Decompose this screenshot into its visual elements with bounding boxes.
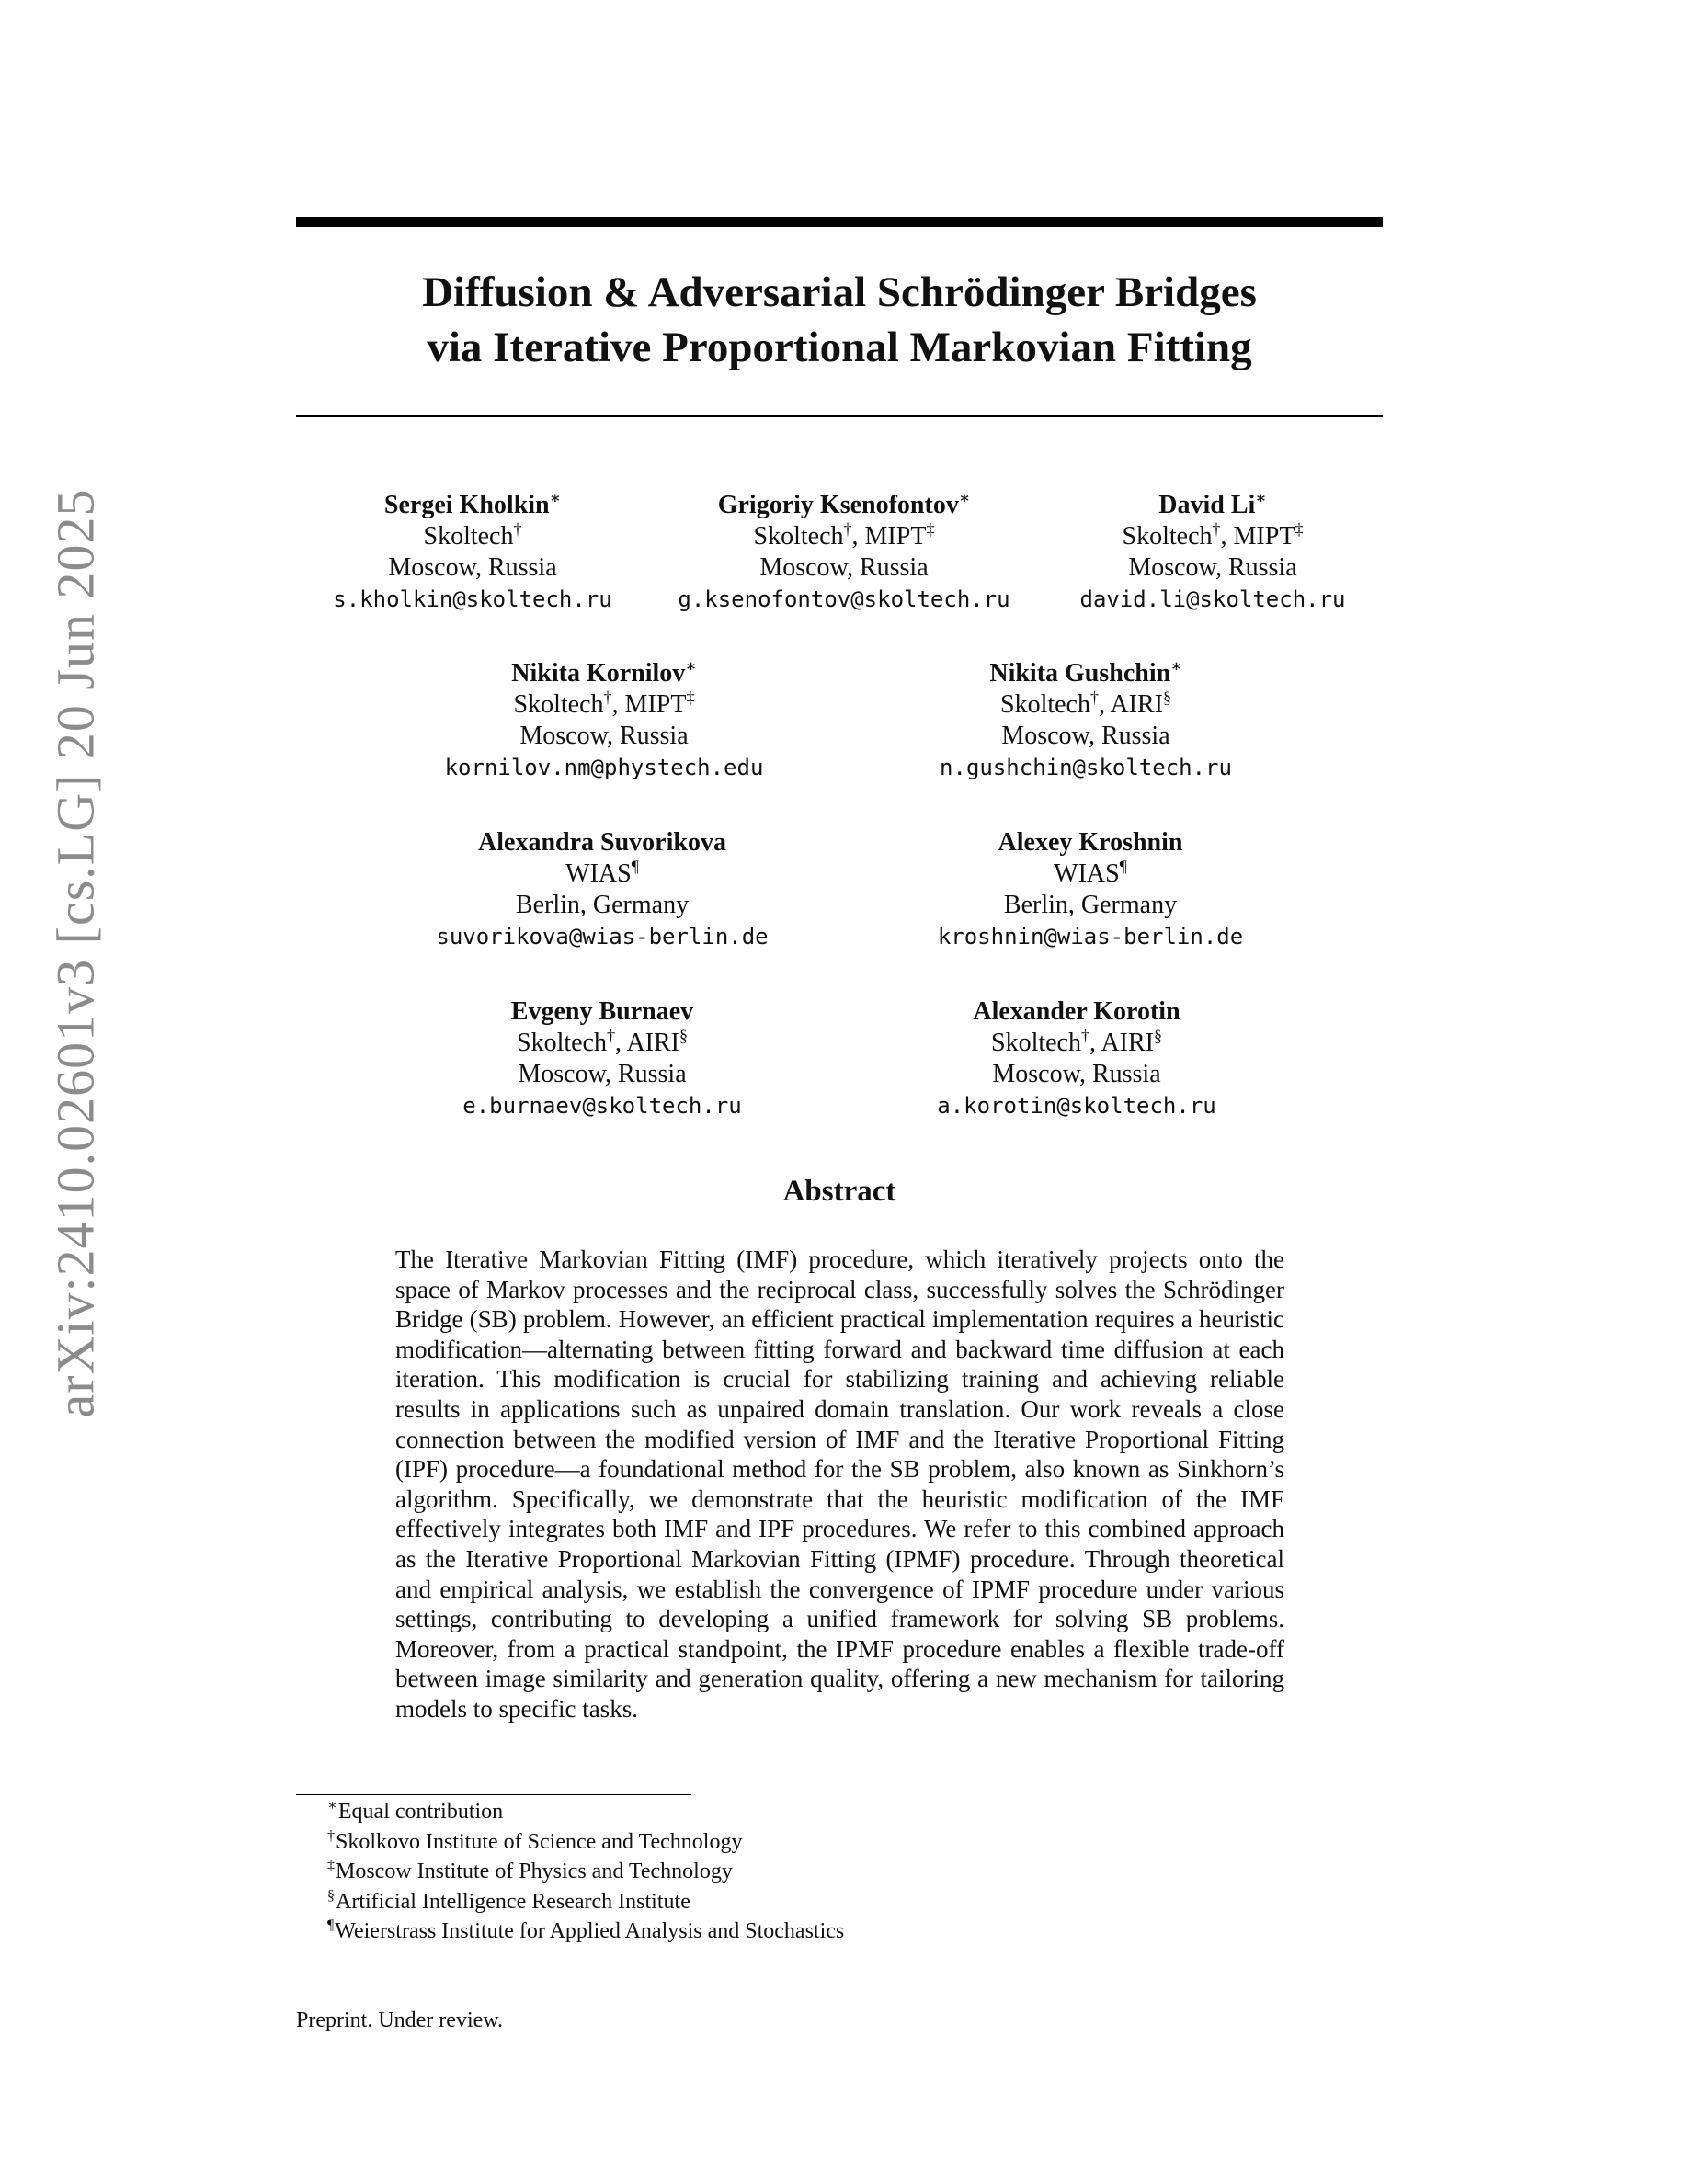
- affiliation-mark: §: [679, 1026, 688, 1045]
- author-name-mark: ∗: [958, 488, 971, 507]
- author-location: Moscow, Russia: [1001, 722, 1170, 750]
- affiliation-mark: †: [607, 1026, 615, 1045]
- author-name-mark: ∗: [1255, 488, 1267, 507]
- affiliation-mark: ¶: [631, 857, 639, 876]
- abstract-heading: Abstract: [782, 1175, 896, 1208]
- author-block: [937, 996, 1215, 1121]
- author-name: Sergei Kholkin: [383, 491, 550, 519]
- author-name-mark: ∗: [685, 656, 697, 676]
- author-affiliation: Skoltech: [1122, 522, 1213, 551]
- author-location: Moscow, Russia: [992, 1060, 1161, 1088]
- footnote-text: Equal contribution: [337, 1800, 504, 1824]
- author-email[interactable]: kroshnin@wias-berlin.de: [937, 924, 1244, 950]
- author-name: Alexey Kroshnin: [998, 828, 1183, 857]
- footnote-text: Artificial Intelligence Research Institute: [336, 1889, 690, 1914]
- author-email[interactable]: s.kholkin@skoltech.ru: [333, 586, 612, 612]
- author-affiliation: Skoltech: [423, 522, 514, 551]
- author-name: Evgeny Burnaev: [510, 997, 694, 1026]
- author-location: Moscow, Russia: [1128, 553, 1297, 582]
- author-name: Nikita Kornilov: [511, 659, 686, 688]
- footnote-mark: ¶: [327, 1917, 335, 1933]
- author-name: Grigoriy Ksenofontov: [717, 491, 959, 519]
- footnote-mark: ∗: [327, 1798, 337, 1814]
- footnote-text: Skolkovo Institute of Science and Technology: [336, 1829, 743, 1854]
- author-location: Moscow, Russia: [518, 1060, 687, 1088]
- author-affiliation: WIAS: [565, 859, 632, 888]
- author-name: Alexander Korotin: [973, 997, 1180, 1026]
- footnote-mark: †: [327, 1827, 335, 1844]
- affiliation-mark: †: [603, 688, 612, 707]
- footnote-mark: ‡: [327, 1858, 335, 1873]
- author-name: David Li: [1158, 491, 1256, 519]
- affiliation-mark: ‡: [686, 688, 695, 707]
- footnote: [327, 1917, 844, 1947]
- abstract-body: The Iterative Markovian Fitting (IMF) procedure, which iteratively projects onto the space of Markov processes and the reciprocal class, successfully solves the Schrödinger Bridge (SB) problem. However, an efficient practical implementation requires a heuristic modification—alternating between fitting forward and backward time diffusion at each iteration. This modification is crucial for stabilizing training and achieving reliable results in applications such as unpaired domain translation. Our work reveals a close connection between the modified version of IMF and the Iterative Proportional Fitting (IPF) procedure—a foundational method for the SB problem, also known as Sinkhorn’s algorithm. Specifically, we demonstrate that the heuristic modification of the IMF effectively integrates both IMF and IPF procedures. We refer to this combined approach as the Iterative Proportional Markovian Fitting (IPMF) procedure. Through theoretical and empirical analysis, we establish the convergence of IPMF procedure under various settings, contributing to developing a unified framework for solving SB problems. Moreover, from a practical standpoint, the IPMF procedure enables a flexible trade-off between image similarity and generation quality, offering a new mechanism for tailoring models to specific tasks.: [395, 1246, 1284, 1723]
- author-email[interactable]: kornilov.nm@phystech.edu: [444, 755, 764, 780]
- footnote-mark: §: [327, 1887, 335, 1904]
- affiliation-mark: †: [1081, 1026, 1089, 1045]
- author-name-mark: ∗: [549, 488, 562, 507]
- author-location: Berlin, Germany: [1003, 891, 1178, 919]
- arxiv-identifier-text: arXiv:2410.02601v3 [cs.LG] 20 Jun 2025: [45, 488, 106, 1418]
- author-name: Nikita Gushchin: [989, 659, 1171, 688]
- author-email[interactable]: suvorikova@wias-berlin.de: [436, 924, 769, 950]
- author-affiliation: Skoltech: [753, 522, 844, 551]
- preprint-note: Preprint. Under review.: [296, 2008, 504, 2032]
- footnote-text: Weierstrass Institute for Applied Analysis and Stochastics: [335, 1919, 845, 1943]
- author-affiliation: , AIRI: [1089, 1029, 1154, 1057]
- footnote-rule: [296, 1794, 691, 1795]
- author-block: [938, 827, 1243, 952]
- author-block: [462, 996, 741, 1121]
- footnote: [327, 1827, 844, 1858]
- footnote: [327, 1797, 844, 1827]
- author-affiliation: , MIPT: [1220, 522, 1295, 551]
- affiliation-mark: §: [1154, 1026, 1162, 1045]
- affiliation-mark: †: [513, 519, 522, 539]
- affiliation-mark: ‡: [926, 519, 935, 539]
- title-top-rule: [296, 217, 1383, 227]
- title-line-1: Diffusion & Adversarial Schrödinger Bridges: [422, 268, 1257, 316]
- author-block: [1080, 490, 1346, 615]
- title-bottom-rule: [296, 415, 1383, 417]
- author-name: Alexandra Suvorikova: [478, 828, 726, 857]
- author-affiliation: , MIPT: [851, 522, 927, 551]
- author-affiliation: , AIRI: [1098, 690, 1163, 719]
- author-affiliation: Skoltech: [517, 1029, 607, 1057]
- author-location: Berlin, Germany: [515, 891, 690, 919]
- affiliation-mark: ¶: [1119, 857, 1127, 876]
- author-email[interactable]: n.gushchin@skoltech.ru: [940, 755, 1232, 780]
- title-line-2: via Iterative Proportional Markovian Fitting: [427, 324, 1252, 371]
- footnotes: [327, 1797, 844, 1947]
- paper-title: [296, 265, 1383, 375]
- author-email[interactable]: g.ksenofontov@skoltech.ru: [678, 586, 1010, 612]
- affiliation-mark: †: [1212, 519, 1221, 539]
- author-name-mark: ∗: [1170, 656, 1182, 676]
- author-affiliation: WIAS: [1054, 859, 1120, 888]
- author-email[interactable]: a.korotin@skoltech.ru: [937, 1093, 1216, 1119]
- author-block: [436, 827, 768, 952]
- author-block: [333, 490, 611, 615]
- author-affiliation: Skoltech: [513, 690, 604, 719]
- affiliation-mark: †: [1089, 688, 1099, 707]
- author-location: Moscow, Russia: [388, 553, 557, 582]
- affiliation-mark: ‡: [1295, 519, 1304, 539]
- affiliation-mark: †: [843, 519, 852, 539]
- author-location: Moscow, Russia: [759, 553, 929, 582]
- author-location: Moscow, Russia: [519, 722, 689, 750]
- author-block: [940, 658, 1232, 783]
- footnote-text: Moscow Institute of Physics and Technology: [336, 1860, 733, 1883]
- footnote: [327, 1857, 844, 1887]
- author-email[interactable]: david.li@skoltech.ru: [1079, 586, 1346, 612]
- footnote: [327, 1887, 844, 1917]
- author-affiliation: , MIPT: [611, 690, 687, 719]
- affiliation-mark: §: [1162, 688, 1171, 707]
- author-block: [678, 490, 1009, 615]
- author-affiliation: Skoltech: [999, 690, 1090, 719]
- author-affiliation: , AIRI: [615, 1029, 679, 1057]
- author-block: [445, 658, 764, 783]
- author-affiliation: Skoltech: [991, 1029, 1081, 1057]
- author-email[interactable]: e.burnaev@skoltech.ru: [462, 1093, 742, 1119]
